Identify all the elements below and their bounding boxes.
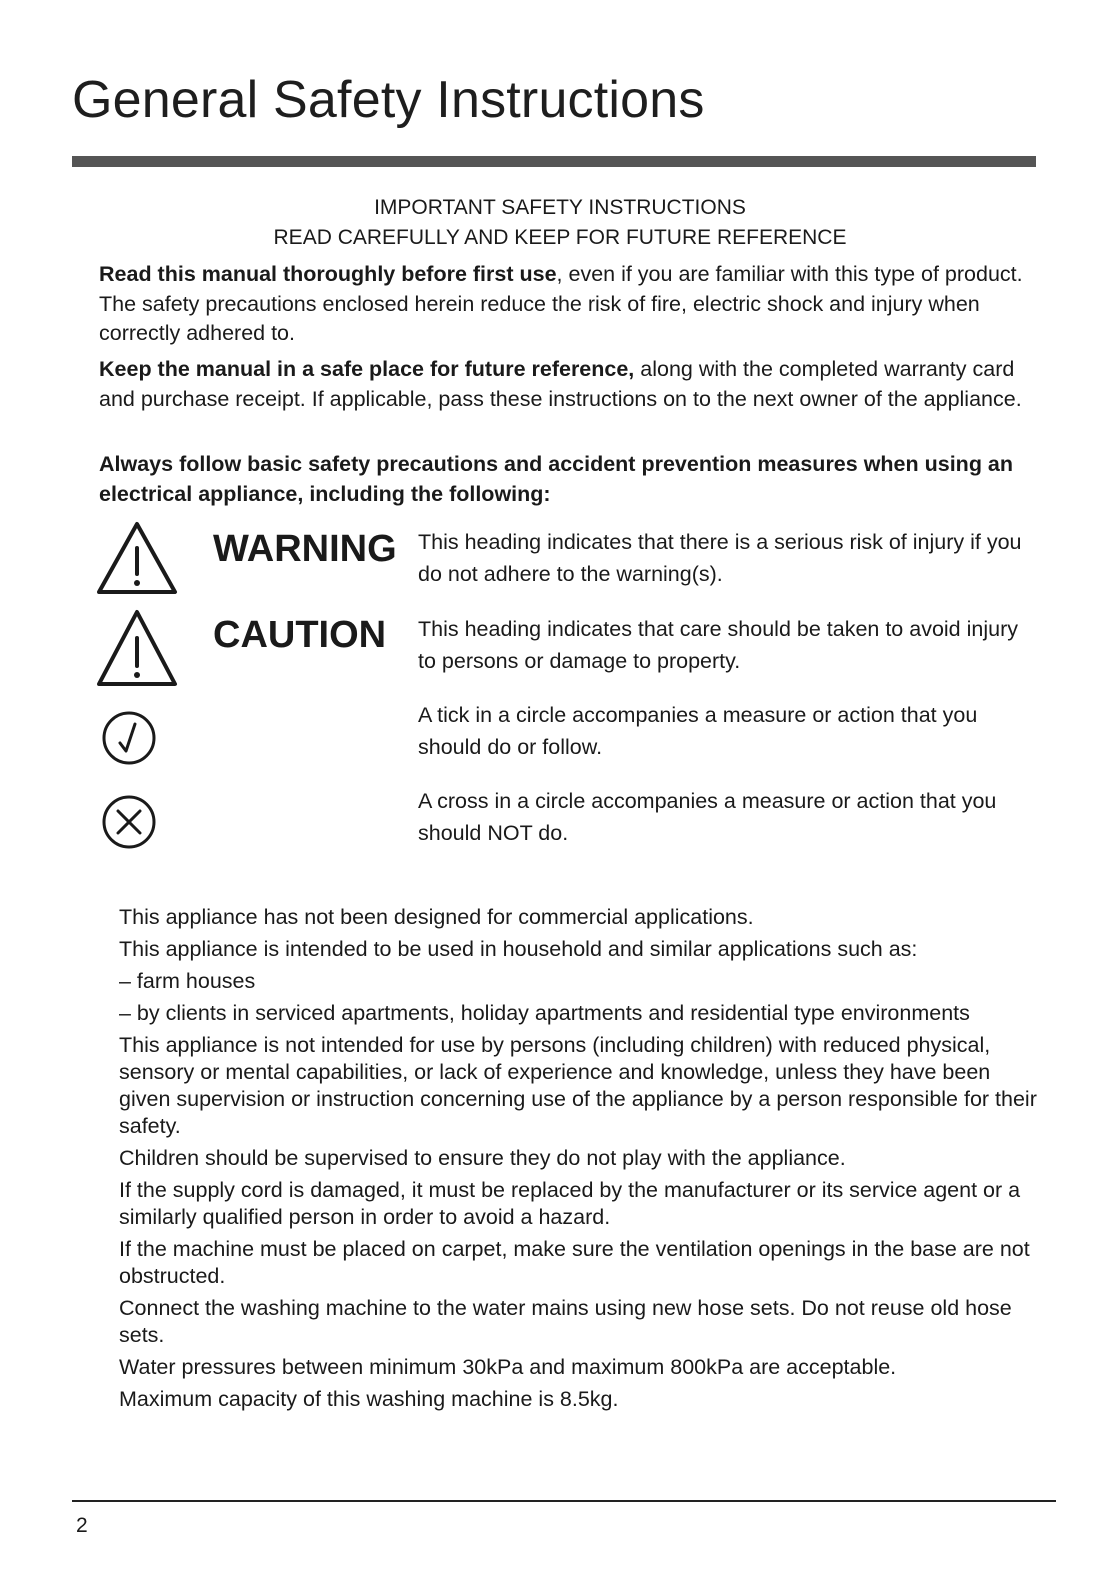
body-paragraph: If the machine must be placed on carpet, make sure the ventilation openings in the base are not obstructed. — [119, 1237, 1030, 1288]
footer-rule — [72, 1500, 1056, 1502]
page-number: 2 — [76, 1514, 88, 1537]
intro-bold: Read this manual thoroughly before first use — [99, 262, 557, 286]
intro-bold: Keep the manual in a safe place for future reference, — [99, 357, 635, 381]
read-carefully-heading: READ CAREFULLY AND KEEP FOR FUTURE REFERENCE — [273, 226, 847, 249]
intro-paragraph — [99, 450, 1039, 509]
safety-body-text — [119, 904, 1044, 1418]
cross-circle-icon — [101, 794, 157, 850]
caution-description: This heading indicates that care should be taken to avoid injury to persons or damage to property. — [418, 617, 1018, 673]
cross-description: A cross in a circle accompanies a measure or action that you should NOT do. — [418, 789, 997, 845]
warning-heading: WARNING — [213, 528, 397, 570]
warning-triangle-icon — [95, 520, 179, 596]
body-paragraph: Water pressures between minimum 30kPa and maximum 800kPa are acceptable. — [119, 1355, 897, 1379]
tick-description: A tick in a circle accompanies a measure or action that you should do or follow. — [418, 703, 978, 759]
body-paragraph: – by clients in serviced apartments, holiday apartments and residential type environments — [119, 1001, 970, 1025]
intro-paragraph — [99, 355, 1039, 414]
caution-triangle-icon — [95, 608, 179, 688]
body-paragraph: If the supply cord is damaged, it must be replaced by the manufacturer or its service agent or a similarly qualified person in order to avoid a hazard. — [119, 1178, 1021, 1229]
intro-paragraph — [99, 260, 1039, 349]
body-paragraph: Connect the washing machine to the water mains using new hose sets. Do not reuse old hose sets. — [119, 1296, 1012, 1347]
intro-text: along with the completed warranty card and purchase receipt. If applicable, pass these instructions on to the next owner of the appliance. — [99, 357, 1022, 411]
body-paragraph: This appliance is intended to be used in household and similar applications such as: — [119, 937, 918, 961]
body-paragraph: This appliance is not intended for use by persons (including children) with reduced physical, sensory or mental capabilities, or lack of experience and knowledge, unless they have been given supervision or instruction concerning use of the appliance by a person responsible for their safety. — [119, 1033, 1037, 1138]
body-paragraph: This appliance has not been designed for commercial applications. — [119, 905, 754, 929]
page-title: General Safety Instructions — [72, 71, 705, 129]
warning-description: This heading indicates that there is a serious risk of injury if you do not adhere to the warning(s). — [418, 530, 1022, 586]
body-paragraph: – farm houses — [119, 969, 256, 993]
body-paragraph: Maximum capacity of this washing machine is 8.5kg. — [119, 1387, 619, 1411]
important-heading: IMPORTANT SAFETY INSTRUCTIONS — [374, 196, 746, 219]
intro-text: , even if you are familiar with this type of product. The safety precautions enclosed herein reduce the risk of fire, electric shock and injury when correctly adhered to. — [99, 262, 1023, 345]
body-paragraph: Children should be supervised to ensure they do not play with the appliance. — [119, 1146, 846, 1170]
title-rule — [72, 156, 1036, 167]
tick-circle-icon — [101, 710, 157, 766]
intro-bold: Always follow basic safety precautions and accident prevention measures when using an electrical appliance, including the following: — [99, 452, 1014, 506]
caution-heading: CAUTION — [213, 614, 387, 656]
